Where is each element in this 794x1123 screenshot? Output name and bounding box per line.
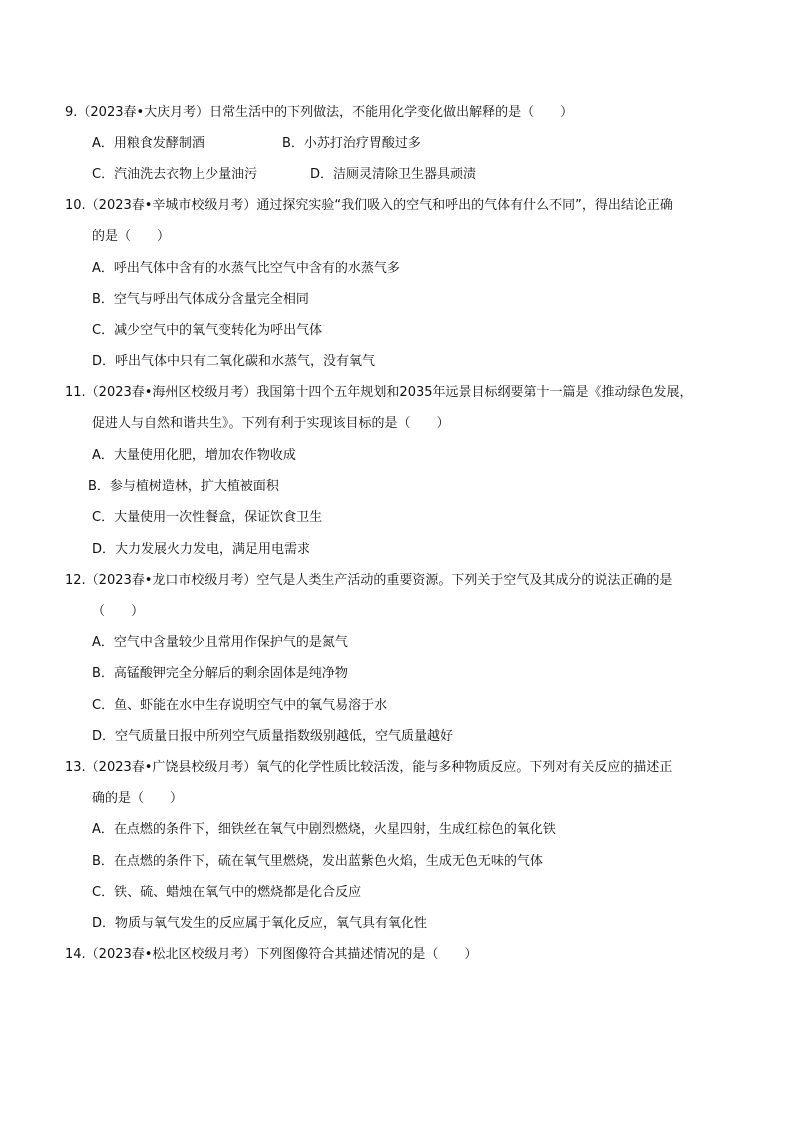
question-11-stem-cont: 促进人与自然和谐共生》。下列有利于实现该目标的是（ ） xyxy=(92,416,450,431)
question-11-option-a: A．大量使用化肥，增加农作物收成 xyxy=(92,448,296,463)
question-10-option-d: D．呼出气体中只有二氧化碳和水蒸气，没有氧气 xyxy=(92,354,376,369)
question-9-option-c: C．汽油洗去衣物上少量油污 xyxy=(92,167,258,182)
question-9-stem: 9.（2023春•大庆月考）日常生活中的下列做法，不能用化学变化做出解释的是（ ） xyxy=(65,105,574,120)
question-13-option-b: B．在点燃的条件下，硫在氧气里燃烧，发出蓝紫色火焰，生成无色无味的气体 xyxy=(92,854,543,869)
question-10-stem-cont: 的是（ ） xyxy=(92,229,171,244)
question-13-option-c: C．铁、硫、蜡烛在氧气中的燃烧都是化合反应 xyxy=(92,885,362,900)
question-12-option-d: D．空气质量日报中所列空气质量指数级别越低，空气质量越好 xyxy=(92,729,454,744)
question-9-option-b: B．小苏打治疗胃酸过多 xyxy=(282,136,421,151)
question-11-option-b: B．参与植树造林，扩大植被面积 xyxy=(88,479,279,494)
question-11-stem: 11.（2023春•海州区校级月考）我国第十四个五年规划和2035年远景目标纲要第十一篇是《推动绿色发展， xyxy=(65,385,693,400)
question-12-stem: 12.（2023春•龙口市校级月考）空气是人类生产活动的重要资源。下列关于空气及其成分的说法正确的是 xyxy=(65,573,673,588)
question-10-option-c: C．减少空气中的氧气变转化为呼出气体 xyxy=(92,323,323,338)
question-10-option-a: A．呼出气体中含有的水蒸气比空气中含有的水蒸气多 xyxy=(92,261,400,276)
question-10-option-b: B．空气与呼出气体成分含量完全相同 xyxy=(92,292,309,307)
question-13-stem: 13.（2023春•广饶县校级月考）氧气的化学性质比较活泼，能与多种物质反应。下列对有关反应的描述正 xyxy=(65,760,673,775)
question-9-option-a: A．用粮食发酵制酒 xyxy=(92,136,205,151)
question-13-stem-cont: 确的是（ ） xyxy=(92,791,184,806)
question-9-option-d: D．洁厕灵清除卫生器具顽渍 xyxy=(310,167,477,182)
question-12-option-a: A．空气中含量较少且常用作保护气的是氮气 xyxy=(92,635,348,650)
question-10-stem: 10.（2023春•辛城市校级月考）通过探究实验“我们吸入的空气和呼出的气体有什么不同”，得出结论正确 xyxy=(65,198,673,213)
question-14-stem: 14.（2023春•松北区校级月考）下列图像符合其描述情况的是（ ） xyxy=(65,947,478,962)
question-12-option-b: B．高锰酸钾完全分解后的剩余固体是纯净物 xyxy=(92,666,348,681)
question-13-option-a: A．在点燃的条件下，细铁丝在氧气中剧烈燃烧，火星四射，生成红棕色的氧化铁 xyxy=(92,822,556,837)
question-11-option-d: D．大力发展火力发电，满足用电需求 xyxy=(92,542,311,557)
question-11-option-c: C．大量使用一次性餐盒，保证饮食卫生 xyxy=(92,510,323,525)
question-12-option-c: C．鱼、虾能在水中生存说明空气中的氧气易溶于水 xyxy=(92,698,388,713)
question-13-option-d: D．物质与氧气发生的反应属于氧化反应，氧气具有氧化性 xyxy=(92,916,428,931)
question-12-stem-cont: （ ） xyxy=(92,604,145,619)
